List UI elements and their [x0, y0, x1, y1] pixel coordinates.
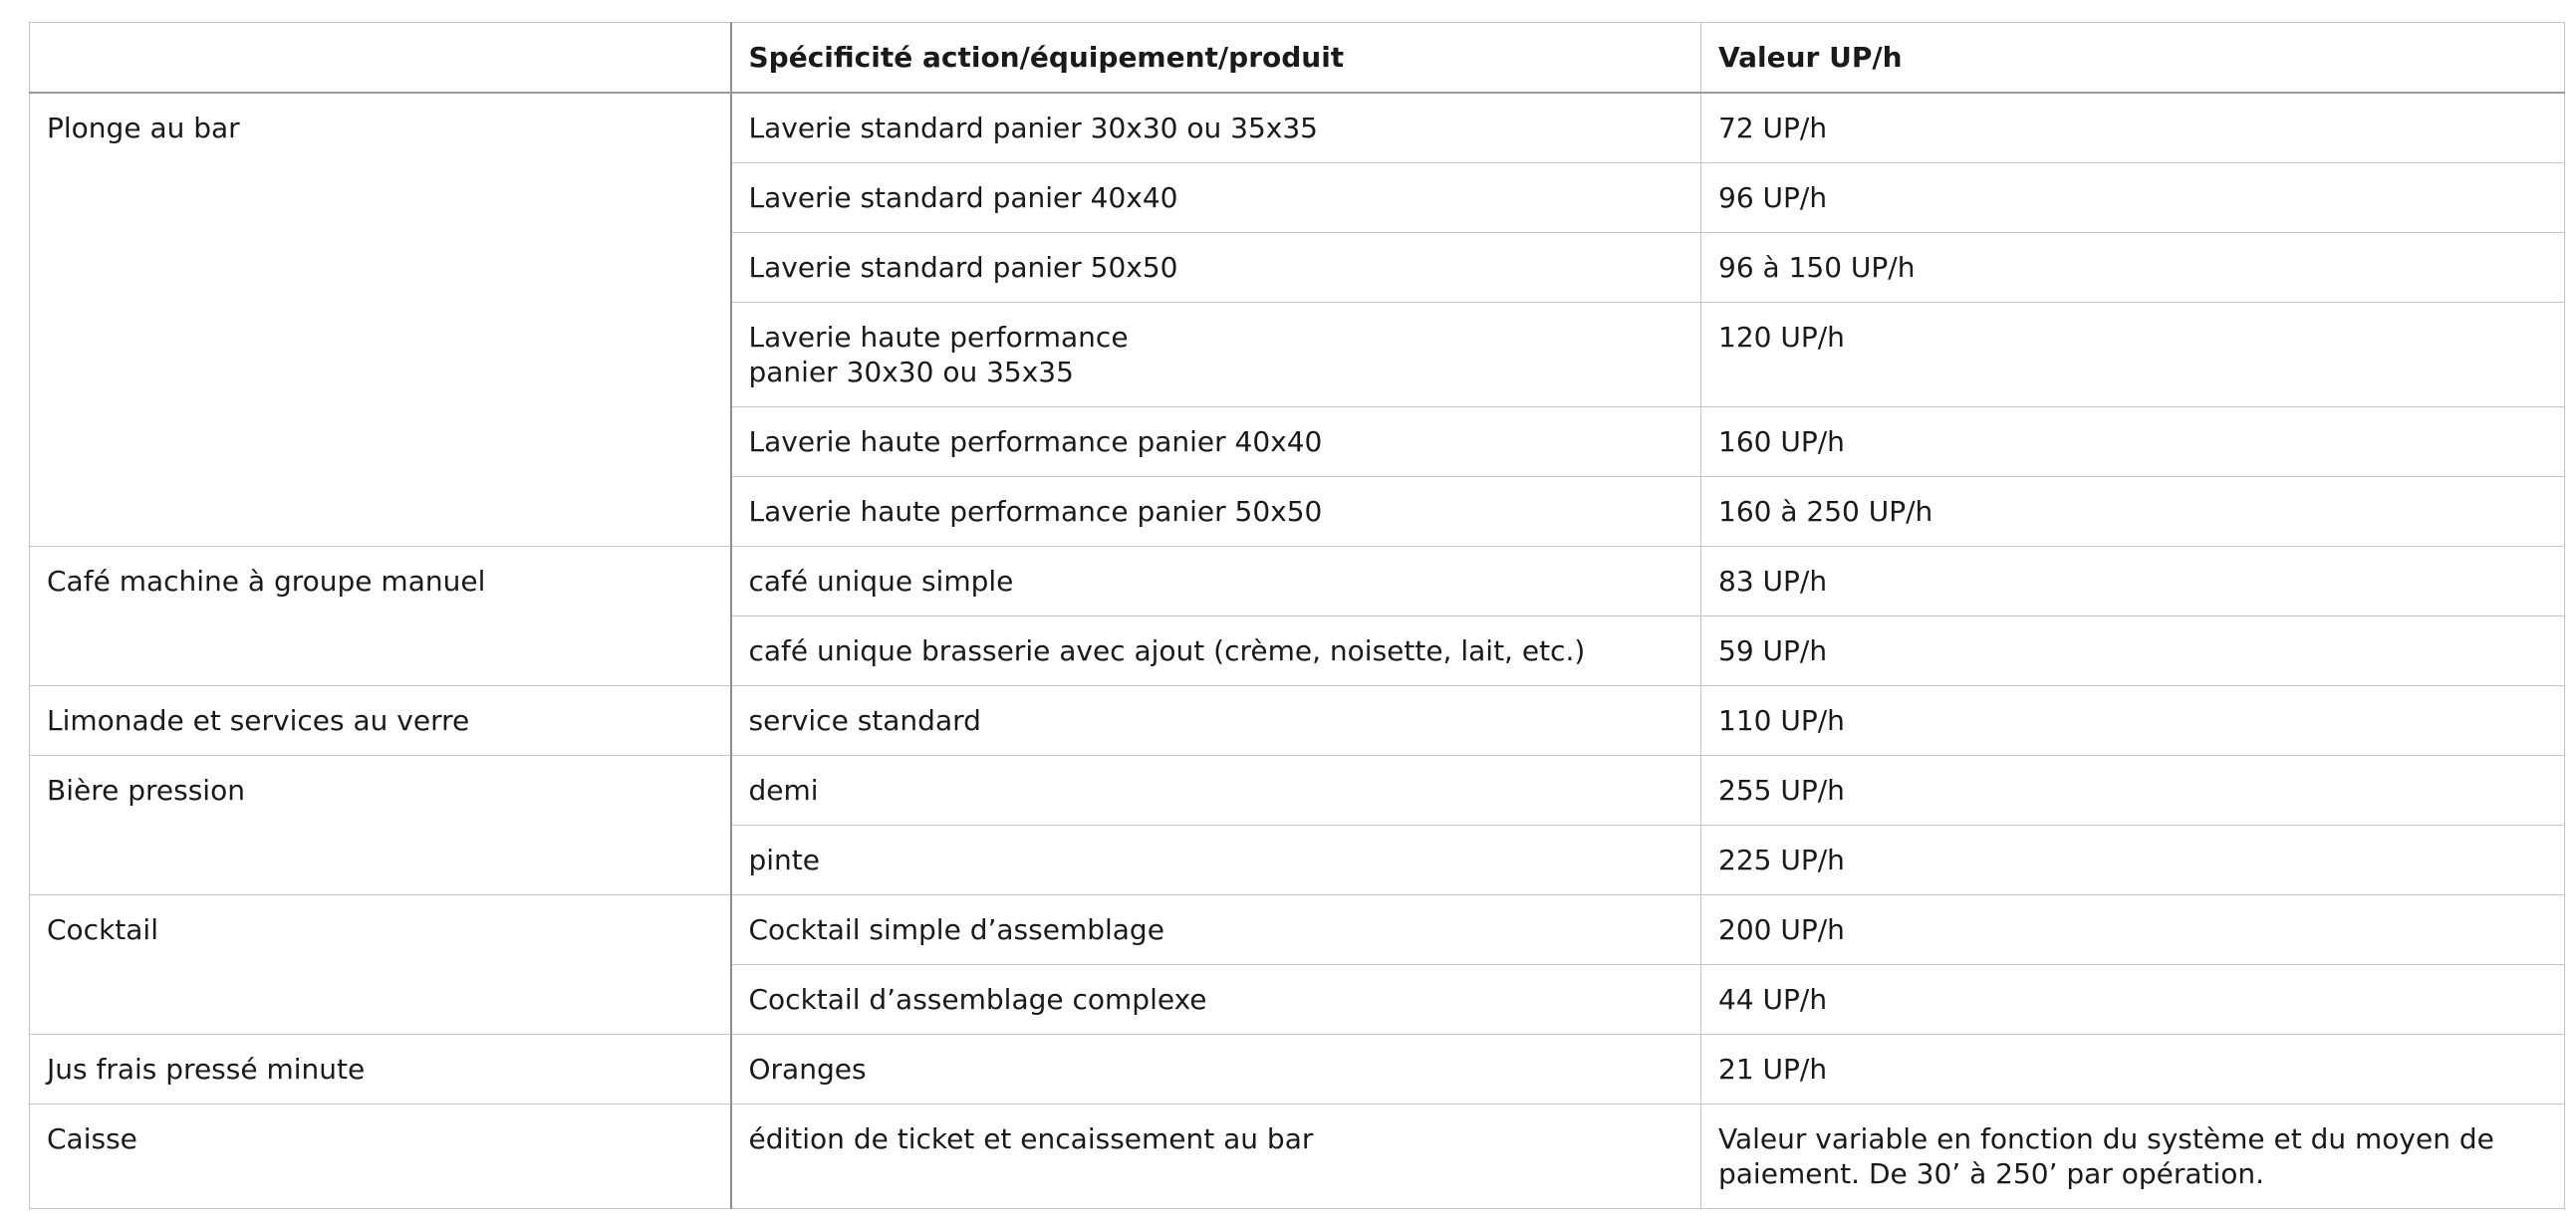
- spec-cell: Laverie standard panier 40x40: [731, 163, 1701, 233]
- spec-cell: édition de ticket et encaissement au bar: [731, 1105, 1701, 1209]
- value-cell: 83 UP/h: [1701, 547, 2565, 616]
- up-rates-table: [29, 22, 2565, 1209]
- value-cell: 120 UP/h: [1701, 303, 2565, 407]
- spec-cell: Laverie haute performance panier 40x40: [731, 407, 1701, 477]
- header-specificity: Spécificité action/équipement/produit: [731, 23, 1701, 94]
- spec-cell: Laverie standard panier 50x50: [731, 233, 1701, 303]
- category-cell: Café machine à groupe manuel: [30, 547, 731, 686]
- value-line: Valeur variable en fonction du système et du moyen de: [1718, 1122, 2494, 1155]
- table-row: [30, 895, 2565, 965]
- spec-cell: café unique simple: [731, 547, 1701, 616]
- spec-cell: demi: [731, 756, 1701, 826]
- value-cell: 21 UP/h: [1701, 1035, 2565, 1105]
- spec-cell: Laverie haute performance panier 50x50: [731, 477, 1701, 547]
- spec-line: panier 30x30 ou 35x35: [748, 356, 1074, 388]
- spec-cell: Cocktail d’assemblage complexe: [731, 965, 1701, 1035]
- spec-cell: Oranges: [731, 1035, 1701, 1105]
- spec-cell: service standard: [731, 686, 1701, 756]
- value-cell: 200 UP/h: [1701, 895, 2565, 965]
- category-cell: Caisse: [30, 1105, 731, 1209]
- value-cell: [1701, 1105, 2565, 1209]
- table-row: [30, 547, 2565, 616]
- category-cell: Limonade et services au verre: [30, 686, 731, 756]
- table-row: [30, 1105, 2565, 1209]
- value-cell: 96 UP/h: [1701, 163, 2565, 233]
- table-row: [30, 93, 2565, 163]
- value-cell: 225 UP/h: [1701, 826, 2565, 895]
- spec-cell: pinte: [731, 826, 1701, 895]
- spec-line: Laverie haute performance: [748, 321, 1129, 354]
- spec-cell: [731, 303, 1701, 407]
- value-cell: 110 UP/h: [1701, 686, 2565, 756]
- value-cell: 59 UP/h: [1701, 616, 2565, 686]
- spec-cell: café unique brasserie avec ajout (crème, noisette, lait, etc.): [731, 616, 1701, 686]
- value-cell: 160 UP/h: [1701, 407, 2565, 477]
- value-cell: 96 à 150 UP/h: [1701, 233, 2565, 303]
- value-cell: 255 UP/h: [1701, 756, 2565, 826]
- header-category: [30, 23, 731, 94]
- table-row: [30, 686, 2565, 756]
- value-cell: 72 UP/h: [1701, 93, 2565, 163]
- value-line: paiement. De 30’ à 250’ par opération.: [1718, 1157, 2265, 1190]
- table-row: [30, 1035, 2565, 1105]
- spec-cell: Laverie standard panier 30x30 ou 35x35: [731, 93, 1701, 163]
- category-cell: Jus frais pressé minute: [30, 1035, 731, 1105]
- value-cell: 160 à 250 UP/h: [1701, 477, 2565, 547]
- header-value: Valeur UP/h: [1701, 23, 2565, 94]
- value-cell: 44 UP/h: [1701, 965, 2565, 1035]
- table-header-row: [30, 23, 2565, 94]
- spec-cell: Cocktail simple d’assemblage: [731, 895, 1701, 965]
- category-cell: Plonge au bar: [30, 93, 731, 547]
- category-cell: Bière pression: [30, 756, 731, 895]
- category-cell: Cocktail: [30, 895, 731, 1035]
- table-row: [30, 756, 2565, 826]
